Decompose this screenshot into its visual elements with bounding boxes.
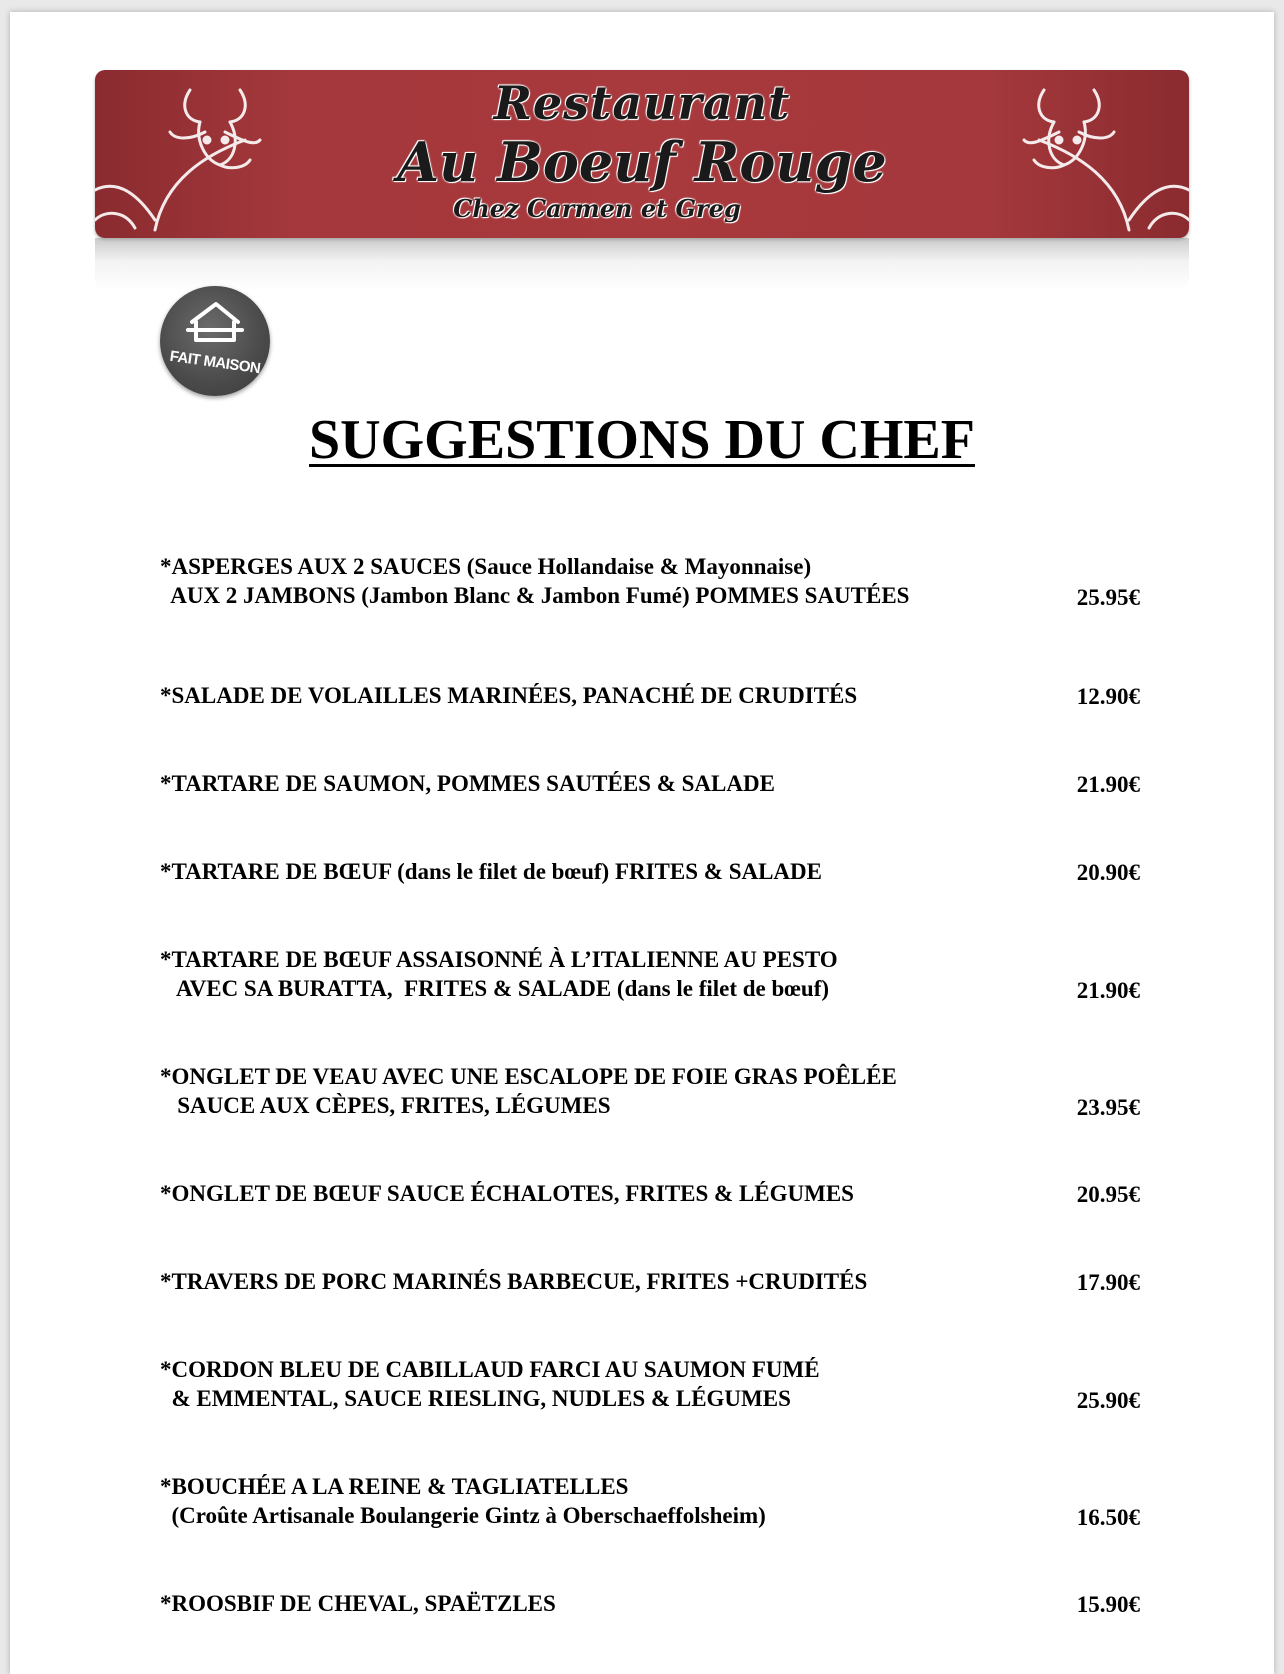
menu-item	[160, 857, 1140, 887]
dish-price: 12.90€	[1076, 684, 1140, 709]
dish-price: 25.90€	[1076, 1388, 1140, 1413]
restaurant-label: Restaurant	[493, 76, 791, 130]
badge-label: FAIT MAISON	[168, 347, 262, 378]
dish-name: *TARTARE DE SAUMON, POMMES SAUTÉES & SALADE	[160, 771, 775, 796]
menu-item	[160, 681, 1140, 711]
dish-price: 16.50€	[1076, 1505, 1140, 1530]
dish-name: *BOUCHÉE A LA REINE & TAGLIATELLES (Croûte Artisanale Boulangerie Gintz à Oberschaeffolsheim)	[160, 1474, 766, 1528]
dish-name: *ASPERGES AUX 2 SAUCES (Sauce Hollandaise & Mayonnaise) AUX 2 JAMBONS (Jambon Blanc & Jambon Fumé) POMMES SAUTÉES	[160, 554, 910, 608]
menu-item	[160, 1179, 1140, 1209]
dish-price: 20.90€	[1076, 860, 1140, 885]
dish-name: *SALADE DE VOLAILLES MARINÉES, PANACHÉ DE CRUDITÉS	[160, 683, 858, 708]
dish-name: *ROOSBIF DE CHEVAL, SPAËTZLES	[160, 1591, 556, 1616]
house-pan-icon	[186, 300, 244, 350]
restaurant-banner	[95, 70, 1189, 238]
menu-item	[160, 945, 1140, 1005]
menu-item	[160, 1267, 1140, 1297]
restaurant-owners: Chez Carmen et Greg	[453, 194, 741, 223]
menu-item	[160, 769, 1140, 799]
dish-price: 17.90€	[1076, 1270, 1140, 1295]
page-title	[10, 408, 1274, 472]
banner-reflection	[95, 238, 1189, 290]
menu-item	[160, 1589, 1140, 1619]
menu-page	[10, 12, 1274, 1674]
dish-name: *TRAVERS DE PORC MARINÉS BARBECUE, FRITES +CRUDITÉS	[160, 1269, 868, 1294]
menu-item	[160, 552, 1140, 612]
dish-price: 15.90€	[1076, 1592, 1140, 1617]
dish-price: 20.95€	[1076, 1182, 1140, 1207]
restaurant-name: Au Boeuf Rouge	[397, 130, 887, 194]
dish-price: 21.90€	[1076, 772, 1140, 797]
dish-name: *ONGLET DE BŒUF SAUCE ÉCHALOTES, FRITES & LÉGUMES	[160, 1181, 854, 1206]
dish-name: *TARTARE DE BŒUF ASSAISONNÉ À L’ITALIENNE AU PESTO AVEC SA BURATTA, FRITES & SALADE (dans le filet de bœuf)	[160, 947, 838, 1001]
page-title-text: SUGGESTIONS DU CHEF	[309, 409, 975, 471]
dish-name: *CORDON BLEU DE CABILLAUD FARCI AU SAUMON FUMÉ & EMMENTAL, SAUCE RIESLING, NUDLES & LÉGUMES	[160, 1357, 820, 1411]
dish-price: 23.95€	[1076, 1095, 1140, 1120]
fait-maison-badge	[160, 286, 270, 396]
dish-name: *TARTARE DE BŒUF (dans le filet de bœuf) FRITES & SALADE	[160, 859, 822, 884]
dish-name: *ONGLET DE VEAU AVEC UNE ESCALOPE DE FOIE GRAS POÊLÉE SAUCE AUX CÈPES, FRITES, LÉGUMES	[160, 1064, 897, 1118]
menu-item	[160, 1355, 1140, 1415]
menu-item	[160, 1062, 1140, 1122]
menu-item	[160, 1472, 1140, 1532]
dish-price: 25.95€	[1076, 585, 1140, 610]
dish-price: 21.90€	[1076, 978, 1140, 1003]
